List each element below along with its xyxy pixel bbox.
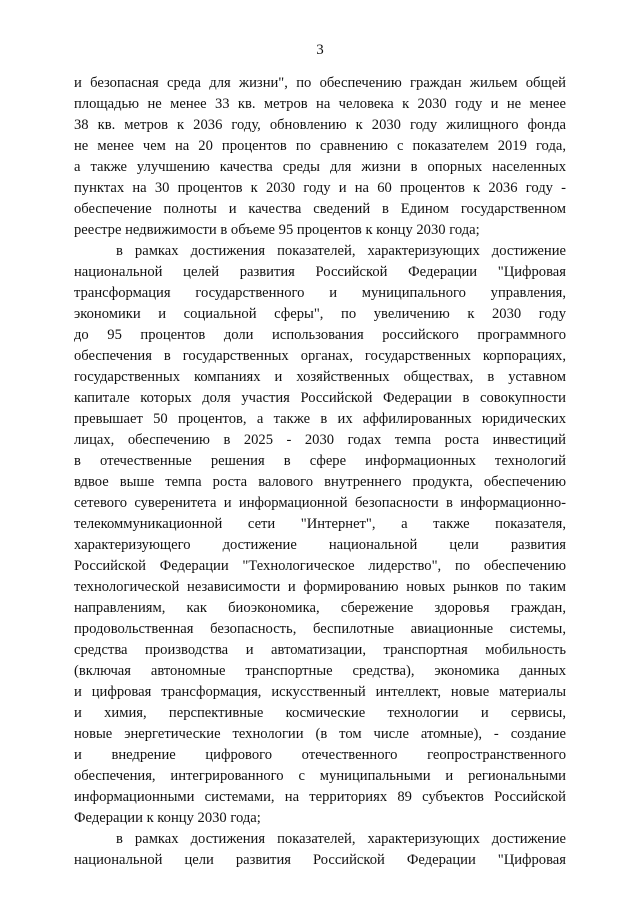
text-line: 38 кв. метров к 2036 году, обновлению к 2030 году жилищного фонда [74,117,566,133]
paragraph [74,241,566,829]
text-line: и химия, перспективные космические технологии и сервисы, [74,705,566,721]
text-line: Федерации к концу 2030 года; [74,810,261,826]
text-line: продовольственная безопасность, беспилотные авиационные системы, [74,621,566,637]
text-line: капитале которых доля участия Российской Федерации в совокупности [74,390,566,406]
text-line: лицах, обеспечению в 2025 - 2030 годах темпа роста инвестиций [74,432,566,448]
text-line: обеспечение полноты и качества сведений в Едином государственном [74,201,566,217]
text-line: превышает 50 процентов, а также в их аффилированных юридических [74,411,566,427]
text-line: и безопасная среда для жизни", по обеспечению граждан жильем общей [74,75,566,91]
text-line: направлениям, как биоэкономика, сбережение здоровья граждан, [74,600,566,616]
text-line: и внедрение цифрового отечественного геопространственного [74,747,566,763]
text-line: и цифровая трансформация, искусственный интеллект, новые материалы [74,684,566,700]
text-line: национальной целей развития Российской Федерации "Цифровая [74,264,566,280]
text-line: средства производства и автоматизации, транспортная мобильность [74,642,566,658]
text-line: обеспечения, интегрированного с муниципальными и региональными [74,768,566,784]
page-number: 3 [316,42,324,58]
text-line: трансформация государственного и муниципального управления, [74,285,566,301]
document-body [74,73,566,871]
text-line: телекоммуникационной сети "Интернет", а также показателя, [74,516,566,532]
text-line: в рамках достижения показателей, характеризующих достижение [116,243,566,259]
text-line: в отечественные решения в сфере информационных технологий [74,453,566,469]
paragraph [74,829,566,871]
text-line: в рамках достижения показателей, характеризующих достижение [116,831,566,847]
text-line: экономики и социальной сферы", по увеличению к 2030 году [74,306,566,322]
text-line: информационными системами, на территориях 89 субъектов Российской [74,789,566,805]
text-line: государственных компаниях и хозяйственных обществах, в уставном [74,369,566,385]
text-line: до 95 процентов доли использования российского программного [74,327,566,343]
text-line: Российской Федерации "Технологическое лидерство", по обеспечению [74,558,566,574]
text-line: пунктах на 30 процентов к 2030 году и на 60 процентов к 2036 году - [74,180,566,196]
text-line: (включая автономные транспортные средства), экономика данных [74,663,566,679]
text-line: вдвое выше темпа роста валового внутреннего продукта, обеспечению [74,474,566,490]
text-line: не менее чем на 20 процентов по сравнению с показателем 2019 года, [74,138,566,154]
text-line: технологической независимости и формированию новых рынков по таким [74,579,566,595]
paragraph [74,73,566,241]
text-line: сетевого суверенитета и информационной безопасности в информационно- [74,495,566,511]
text-line: площадью не менее 33 кв. метров на человека к 2030 году и не менее [74,96,566,112]
text-line: а также улучшению качества среды для жизни в опорных населенных [74,159,566,175]
text-line: реестре недвижимости в объеме 95 процентов к концу 2030 года; [74,222,480,238]
text-line: обеспечения в государственных органах, государственных корпорациях, [74,348,566,364]
text-line: новые энергетические технологии (в том числе атомные), - создание [74,726,566,742]
text-line: национальной цели развития Российской Федерации "Цифровая [74,852,566,868]
text-line: характеризующего достижение национальной цели развития [74,537,566,553]
